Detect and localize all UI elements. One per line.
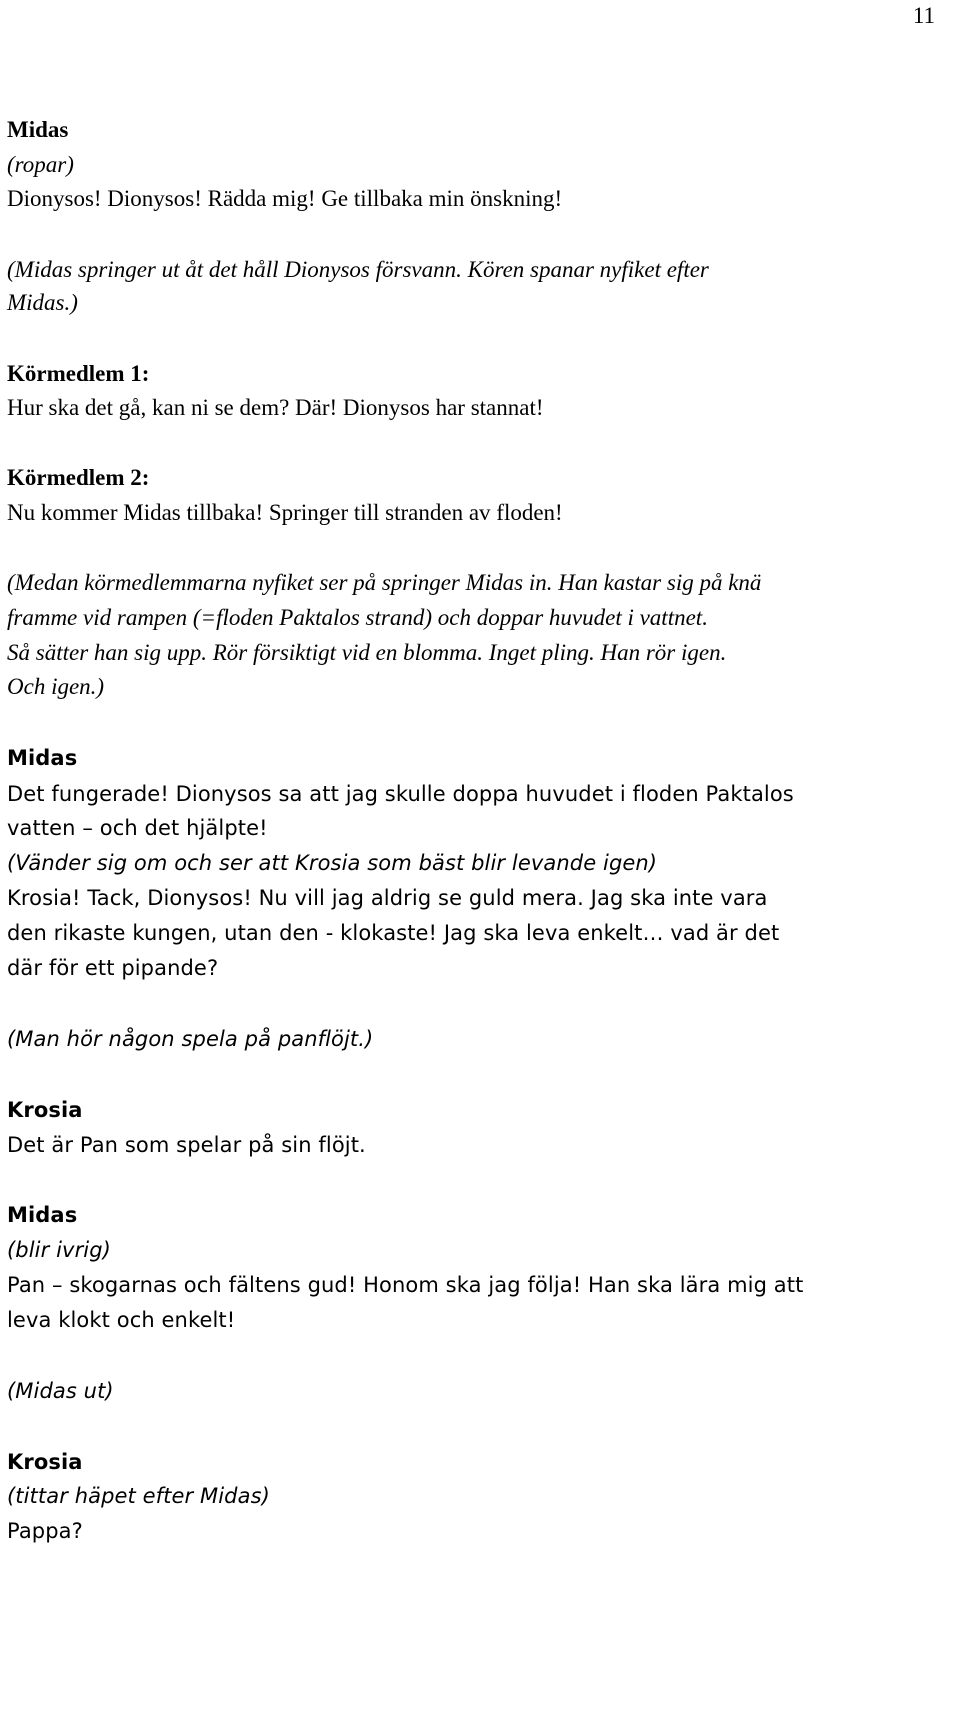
speaker-name: Körmedlem 2: [7,465,150,490]
stage-direction: (Midas springer ut åt det håll Dionysos försvann. Kören spanar nyfiket efter [7,257,709,282]
dialogue-line: Krosia! Tack, Dionysos! Nu vill jag aldrig se guld mera. Jag ska inte vara [7,886,768,910]
dialogue-line: vatten – och det hjälpte! [7,816,268,840]
speaker-name: Körmedlem 1: [7,361,150,386]
speaker-name: Midas [7,1203,78,1227]
dialogue-line: Dionysos! Dionysos! Rädda mig! Ge tillbaka min önskning! [7,186,563,211]
dialogue-line: Det är Pan som spelar på sin flöjt. [7,1133,366,1157]
dialogue-line: Nu kommer Midas tillbaka! Springer till stranden av floden! [7,500,563,525]
stage-direction: (Midas ut) [7,1379,114,1403]
stage-direction: (Vänder sig om och ser att Krosia som bäst blir levande igen) [7,851,658,875]
stage-direction: (Man hör någon spela på panflöjt.) [7,1027,374,1051]
dialogue-line: där för ett pipande? [7,956,219,980]
stage-direction: (blir ivrig) [7,1238,111,1262]
stage-direction: framme vid rampen (=floden Paktalos strand) och doppar huvudet i vattnet. [7,605,708,630]
dialogue-line: Pappa? [7,1519,83,1543]
speaker-name: Midas [7,117,69,142]
page-number: 11 [912,3,935,28]
stage-direction: (ropar) [7,152,74,177]
stage-direction: Och igen.) [7,674,105,699]
dialogue-line: Hur ska det gå, kan ni se dem? Där! Dionysos har stannat! [7,395,544,420]
dialogue-line: leva klokt och enkelt! [7,1308,236,1332]
stage-direction: (Medan körmedlemmarna nyfiket ser på springer Midas in. Han kastar sig på knä [7,570,762,595]
dialogue-line: den rikaste kungen, utan den - klokaste! Jag ska leva enkelt… vad är det [7,921,780,945]
stage-direction: Så sätter han sig upp. Rör försiktigt vid en blomma. Inget pling. Han rör igen. [7,640,727,665]
speaker-name: Krosia [7,1450,83,1474]
speaker-name: Krosia [7,1098,83,1122]
dialogue-line: Det fungerade! Dionysos sa att jag skulle doppa huvudet i floden Paktalos [7,782,794,806]
stage-direction: Midas.) [7,290,78,315]
speaker-name: Midas [7,746,78,770]
stage-direction: (tittar häpet efter Midas) [7,1484,270,1508]
dialogue-line: Pan – skogarnas och fältens gud! Honom ska jag följa! Han ska lära mig att [7,1273,804,1297]
